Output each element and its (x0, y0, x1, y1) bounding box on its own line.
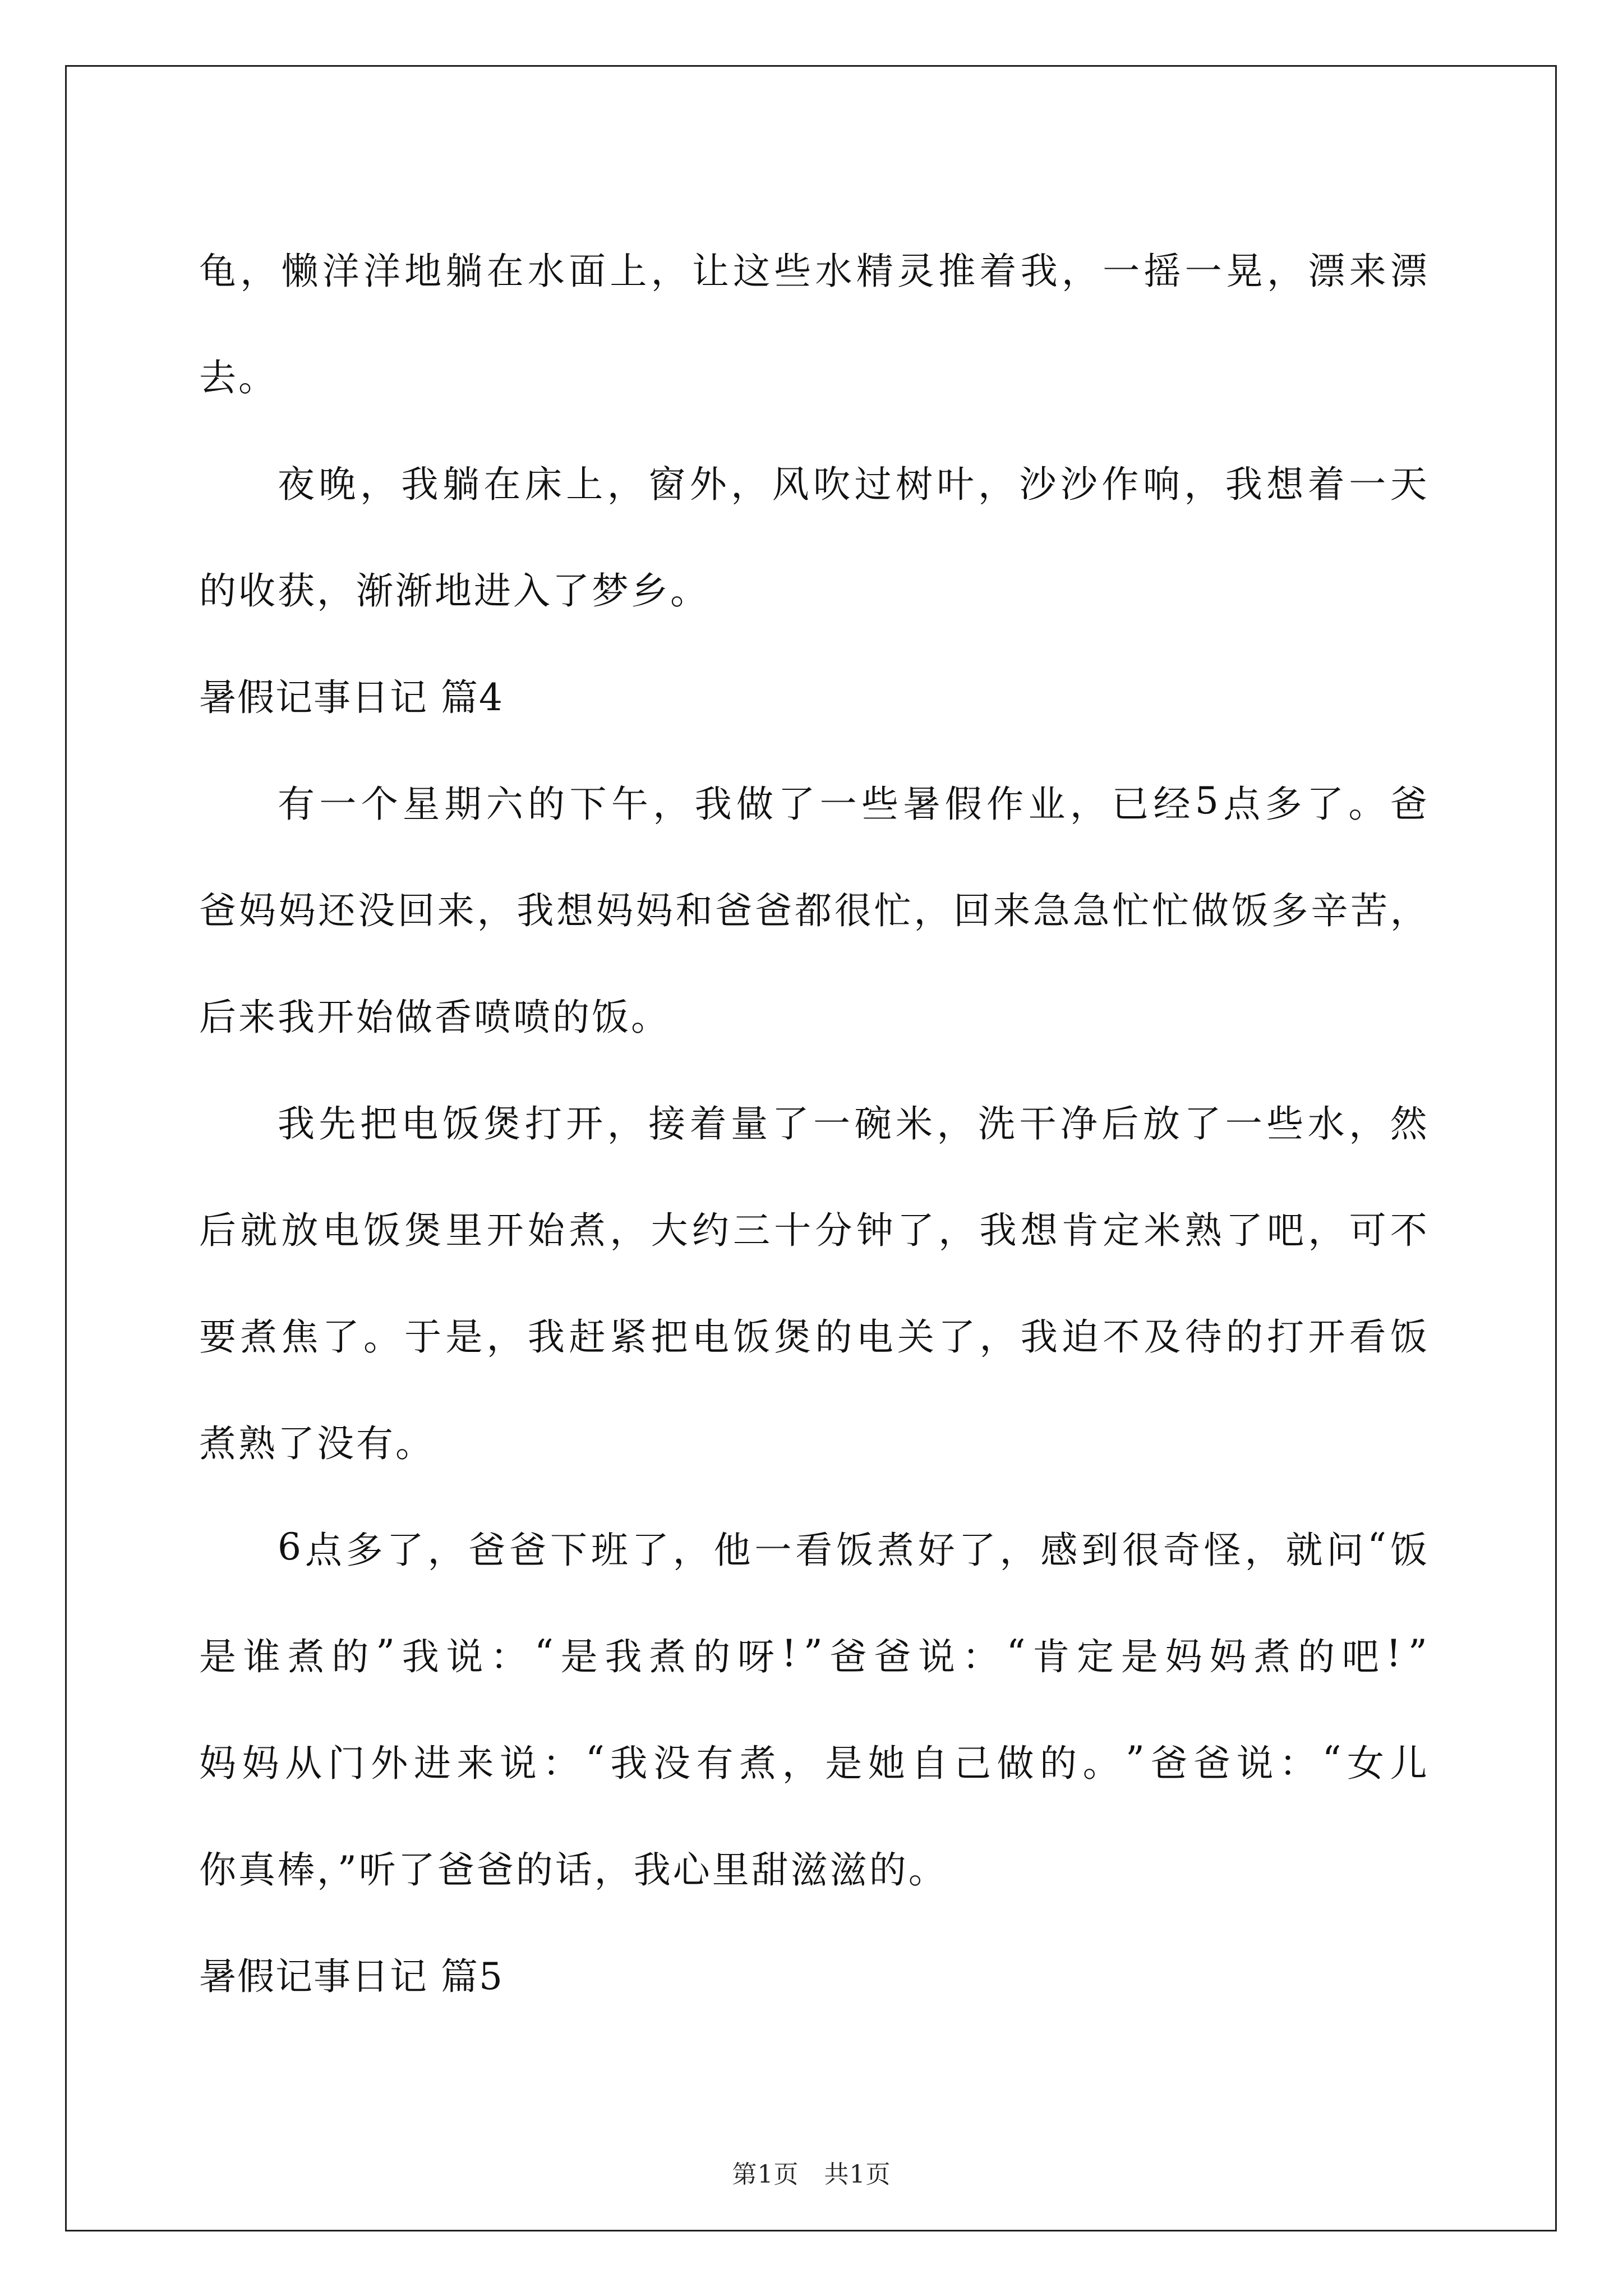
paragraph-line: 夜 晚 ， 我 躺 在 床 上 ， 窗 外 ， 风 吹 过 树 叶 ， 沙 沙 作 响 ， 我 想 着 一 天 (278, 462, 1427, 506)
paragraph-line: 妈 妈 从 门 外 进 来 说 ： “ 我 没 有 煮 ， 是 她 自 己 做 的 。 ” 爸 爸 说 ： “ 女 儿 (199, 1738, 1427, 1785)
paragraph (199, 747, 1427, 1067)
paragraph-line: 你真棒，”听了爸爸的话，我心里甜滋滋的。 (199, 1848, 948, 1892)
paragraph-line: 后来我开始做香喷喷的饭。 (199, 995, 670, 1039)
paragraph-line: 要 煮 焦 了 。 于 是 ， 我 赶 紧 把 电 饭 煲 的 电 关 了 ， 我 迫 不 及 待 的 打 开 看 饭 (199, 1315, 1427, 1359)
paragraph (199, 1067, 1427, 1493)
paragraph-line: 龟 ， 懒 洋 洋 地 躺 在 水 面 上 ， 让 这 些 水 精 灵 推 着 我 ， 一 摇 一 晃 ， 漂 来 漂 (199, 249, 1427, 293)
document-body (199, 214, 1427, 2026)
paragraph-line: 后 就 放 电 饭 煲 里 开 始 煮 ， 大 约 三 十 分 钟 了 ， 我 想 肯 定 米 熟 了 吧 ， 可 不 (199, 1208, 1427, 1252)
paragraph-line: 有 一 个 星 期 六 的 下 午 ， 我 做 了 一 些 暑 假 作 业 ， 已 经 5 点 多 了 。 爸 (278, 779, 1427, 826)
page-footer: 第1页 共1页 (732, 2160, 891, 2189)
paragraph-line: 6 点 多 了 ， 爸 爸 下 班 了 ， 他 一 看 饭 煮 好 了 ， 感 到 很 奇 怪 ， 就 问 “ 饭 (278, 1525, 1427, 1572)
paragraph-line: 煮熟了没有。 (199, 1421, 435, 1465)
paragraph-line: 是 谁 煮 的 ” 我 说 ： “ 是 我 煮 的 呀 ! ” 爸 爸 说 ： “ 肯 定 是 妈 妈 煮 的 吧 ! ” (199, 1631, 1427, 1678)
paragraph-line: 我 先 把 电 饭 煲 打 开 ， 接 着 量 了 一 碗 米 ， 洗 干 净 后 放 了 一 些 水 ， 然 (278, 1102, 1427, 1145)
paragraph-line: 爸 妈 妈 还 没 回 来 ， 我 想 妈 妈 和 爸 爸 都 很 忙 ， 回 来 急 急 忙 忙 做 饭 多 辛 苦 ， (199, 889, 1427, 932)
paragraph-line: 的收获，渐渐地进入了梦乡。 (199, 569, 709, 613)
section-heading: 暑假记事日记 篇5 (199, 1954, 504, 1998)
paragraph (199, 1493, 1427, 1920)
paragraph-line: 去。 (199, 356, 278, 399)
paragraph (199, 214, 1427, 427)
section-heading: 暑假记事日记 篇4 (199, 675, 504, 719)
paragraph (199, 427, 1427, 641)
